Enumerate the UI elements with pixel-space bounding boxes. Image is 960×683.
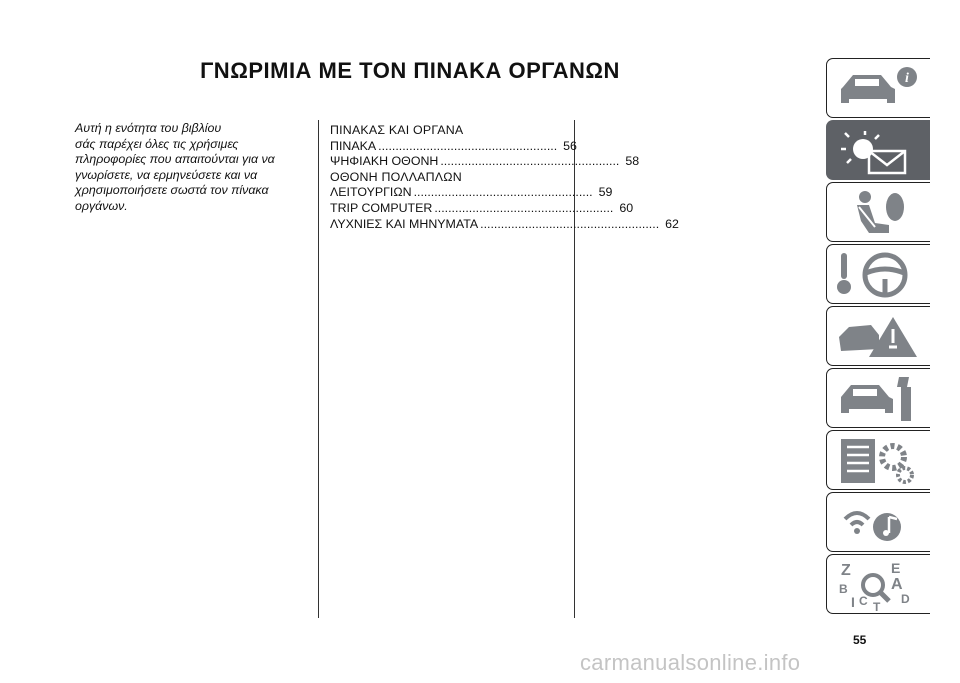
toc-entry-page: 60 [619,200,634,215]
tab-maintenance[interactable] [826,368,930,428]
column-divider [318,120,319,618]
tab-multimedia[interactable] [826,492,930,552]
table-of-contents [330,123,679,232]
watermark: carmanualsonline.info [580,650,801,675]
toc-heading: ΠΙΝΑΚΑΣ ΚΑΙ ΟΡΓΑΝΑ [330,123,464,137]
svg-text:i: i [905,71,909,86]
intro-line: χρησιμοποιήσετε σωστά τον πίνακα [75,183,269,198]
tab-safety[interactable] [826,182,930,242]
page-title: ΓΝΩΡΙΜΙΑ ΜΕ ΤΟΝ ΠΙΝΑΚΑ ΟΡΓΑΝΩΝ [200,58,620,83]
intro-text [75,121,305,215]
intro-line: γνωρίσετε, να ερμηνεύσετε και να [75,167,258,182]
toc-leader: .................................................... [440,154,620,169]
multimedia-icon [835,497,921,549]
toc-leader: .................................................... [434,200,614,215]
toc-entry-label: ΨΗΦΙΑΚΗ ΟΘΟΝΗ [330,154,439,169]
toc-entry-label: ΛΥΧΝΙΕΣ ΚΑΙ ΜΗΝΥΜΑΤΑ [330,216,479,231]
tab-technical-data[interactable] [826,430,930,490]
page-number: 55 [853,633,867,647]
tab-warning-lights[interactable] [826,120,930,180]
intro-line: σάς παρέχει όλες τις χρήσιμες [75,136,239,151]
emergency-icon [835,311,921,363]
toc-entry[interactable] [330,216,679,233]
index-letter: T [873,600,881,614]
warning-lights-icon [835,125,921,177]
toc-entry[interactable] [330,185,613,201]
index-letter: B [839,582,848,596]
toc-entry-label-line: ΟΘΟΝΗ ΠΟΛΛΑΠΛΩΝ [330,169,462,184]
toc-leader: .................................................... [413,185,593,200]
toc-entry-page: 59 [598,185,613,200]
toc-entry-label: ΠΙΝΑΚΑ [330,138,377,153]
toc-entry[interactable] [330,138,577,155]
tab-emergency[interactable] [826,306,930,366]
toc-entry-page: 62 [665,216,679,231]
index-letter: I [851,594,855,610]
toc-entry[interactable] [330,200,634,217]
tab-index[interactable] [826,554,930,614]
maintenance-icon [835,373,921,425]
index-letter: A [891,576,903,593]
toc-leader: .................................................... [480,216,660,231]
toc-entry-label: TRIP COMPUTER [330,200,433,215]
index-letter: Z [841,562,851,579]
toc-entry[interactable] [330,154,640,170]
technical-data-icon [835,435,921,487]
intro-line: οργάνων. [75,198,128,213]
index-icon [835,559,921,614]
steering-wheel-icon [835,249,921,301]
intro-line: πληροφορίες που απαιτούνται για να [75,152,275,167]
index-letter: C [859,594,868,608]
seat-safety-icon [835,187,921,239]
car-info-icon [835,63,921,115]
tab-car-info[interactable] [826,58,930,118]
intro-line: Αυτή η ενότητα του βιβλίου [75,121,222,135]
toc-entry-label: ΛΕΙΤΟΥΡΓΙΩΝ [330,185,412,200]
index-letter: E [891,560,901,576]
tab-steering[interactable] [826,244,930,304]
toc-entry-page: 56 [563,138,577,153]
index-letter: D [901,592,910,606]
toc-leader: .................................................... [378,138,558,153]
toc-entry-page: 58 [625,154,640,169]
